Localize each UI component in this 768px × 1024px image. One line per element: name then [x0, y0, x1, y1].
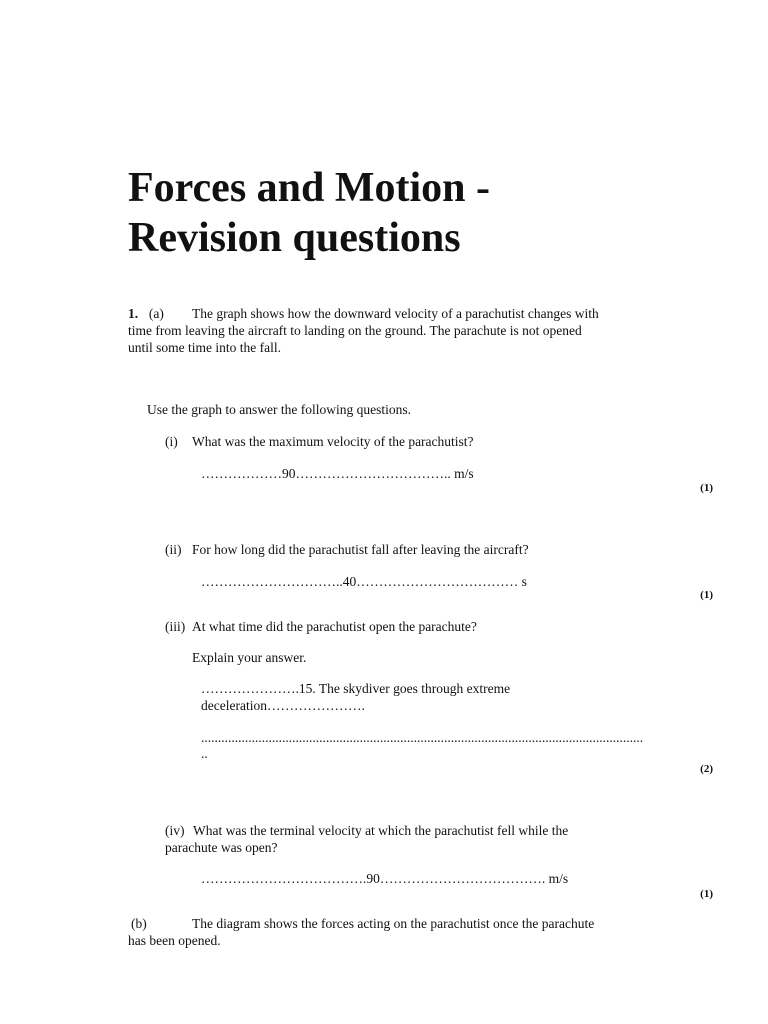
- question-1-intro-line-1: [128, 305, 164, 323]
- part-b-text-line-1: The diagram shows the forces acting on the parachutist once the parachute: [192, 916, 595, 931]
- sub-question-iv-text-line-2: parachute was open?: [165, 840, 278, 855]
- marks-ii: (1): [700, 589, 713, 601]
- sub-question-i-text: What was the maximum velocity of the parachutist?: [192, 434, 474, 449]
- marks-i: (1): [700, 482, 713, 494]
- sub-question-iii-answer-line-1: ………………….15. The skydiver goes through extreme: [201, 681, 511, 696]
- page-title-line-2: Revision questions: [128, 215, 461, 261]
- sub-question-iii-dots-line-1: ...................................................................................................................................: [201, 730, 644, 745]
- sub-question-iv-text-line-1: What was the terminal velocity at which the parachutist fell while the: [193, 823, 569, 838]
- marks-iv: (1): [700, 888, 713, 900]
- sub-question-ii-text: For how long did the parachutist fall after leaving the aircraft?: [192, 542, 529, 557]
- part-a-text-line-1: The graph shows how the downward velocity of a parachutist changes with: [192, 306, 599, 321]
- sub-question-iii-dots-line-2: ..: [201, 746, 208, 761]
- sub-question-i-label: (i): [165, 434, 178, 449]
- instruction-text: Use the graph to answer the following questions.: [147, 402, 411, 417]
- page-title-line-1: Forces and Motion -: [128, 165, 491, 211]
- sub-question-iii-answer-line-2: deceleration………………….: [201, 698, 365, 713]
- part-b-label: (b): [131, 916, 147, 931]
- sub-question-iii-text: At what time did the parachutist open the parachute?: [192, 619, 477, 634]
- part-a-text-line-3: until some time into the fall.: [128, 340, 281, 355]
- part-a-text-line-2: time from leaving the aircraft to landing on the ground. The parachute is not opened: [128, 323, 582, 338]
- sub-question-iii-explain: Explain your answer.: [192, 650, 307, 665]
- part-a-label: (a): [148, 306, 164, 321]
- question-number: 1.: [128, 306, 139, 321]
- sub-question-i-answer: ………………90…………………………….. m/s: [201, 466, 474, 481]
- marks-iii: (2): [700, 763, 713, 775]
- sub-question-ii-label: (ii): [165, 542, 182, 557]
- sub-question-iv-answer: ……………………………….90………………………………. m/s: [201, 871, 569, 886]
- sub-question-ii-answer: …………………………..40……………………………… s: [201, 574, 527, 589]
- sub-question-iv-label: (iv): [165, 823, 185, 838]
- part-b-text-line-2: has been opened.: [128, 933, 221, 948]
- sub-question-iii-label: (iii): [165, 619, 186, 634]
